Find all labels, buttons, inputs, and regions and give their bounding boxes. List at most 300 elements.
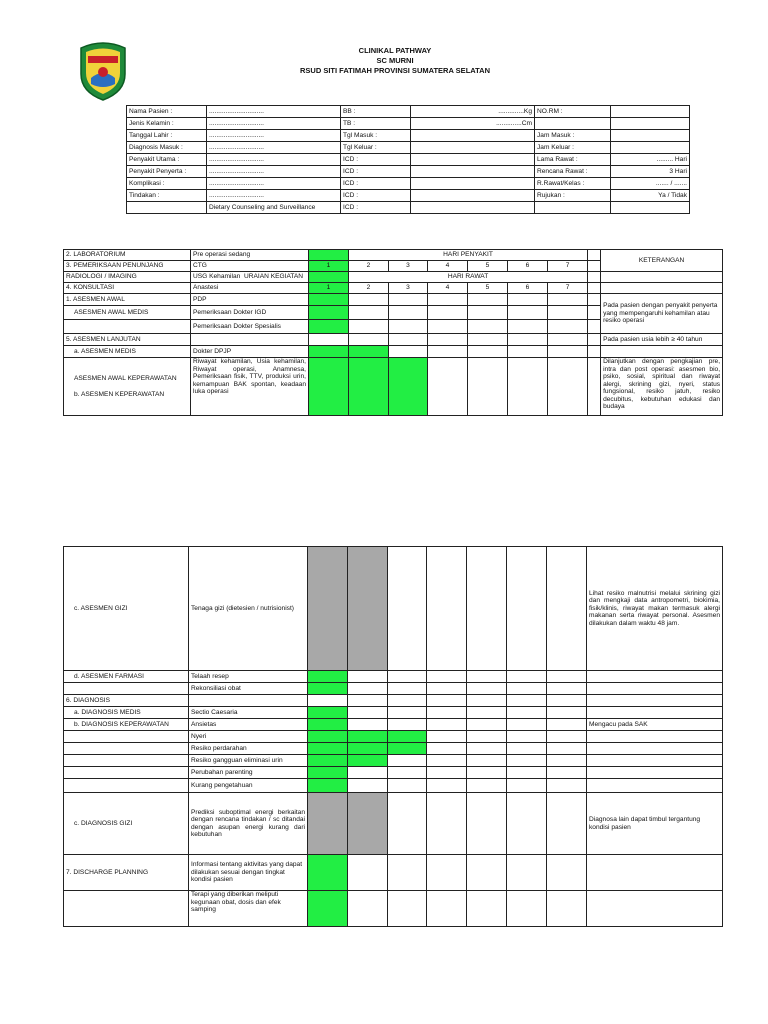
day-7b: 7 [548,283,588,294]
empty-cell [507,547,547,671]
prediksi-suboptimal: Prediksi suboptimal energi berkaitan dengan rencana tindakan / sc ditandai dengan asupan energi kurang dari kebutuhan [189,793,308,855]
empty-cell [588,334,601,346]
empty-cell [508,294,548,306]
identity-cell-l3: NO.RM : [535,106,611,118]
diagnosis-gizi: c. DIAGNOSIS GIZI [64,793,189,855]
empty-cell [427,707,467,719]
empty-cell [389,334,428,346]
green-day-cell [308,731,348,743]
empty-cell [428,320,468,334]
asesmen-keperawatan-label: b. ASESMEN KEPERAWATAN [74,390,165,398]
empty-cell [588,346,601,358]
dokter-dpjp: Dokter DPJP [191,346,309,358]
radiologi-label: RADIOLOGI / IMAGING [64,272,191,283]
identity-cell-v1[interactable]: .............................. [207,130,341,142]
empty-cell [427,547,467,671]
green-day-cell [389,358,428,416]
empty-cell [468,306,508,320]
empty-cell [587,855,723,891]
lab-value: Pre operasi sedang [191,250,309,261]
empty-cell [64,320,191,334]
green-day-cell [309,306,349,320]
header-line-3: RSUD SITI FATIMAH PROVINSI SUMATERA SELATAN [299,66,490,75]
empty-cell [427,767,467,779]
green-day-cell [309,294,349,306]
empty-cell [189,695,308,707]
empty-cell [64,743,189,755]
empty-cell [587,671,723,683]
resiko-perdarahan: Resiko perdarahan [189,743,308,755]
empty-cell [468,358,508,416]
identity-cell-v3[interactable]: ....... / ....... [611,178,690,190]
empty-cell [427,719,467,731]
empty-cell [64,755,189,767]
empty-cell [548,346,588,358]
green-day-cell [388,743,427,755]
green-day-cell [308,779,348,793]
diagnosa-lain: Diagnosa lain dapat timbul tergantung kondisi pasien [587,793,723,855]
header-line-2: SC MURNI [376,56,414,65]
identity-row [127,190,690,202]
empty-cell [507,731,547,743]
empty-cell [508,358,548,416]
empty-cell [388,719,427,731]
identity-cell-v2[interactable] [411,190,535,202]
identity-cell-l3: Jam Masuk : [535,130,611,142]
lab-label: 2. LABORATORIUM [64,250,191,261]
gray-day-cell [308,547,348,671]
identity-cell-l1: Penyakit Utama : [127,154,207,166]
asesmen-farmasi: d. ASESMEN FARMASI [64,671,189,683]
empty-cell [468,320,508,334]
day-7: 7 [548,261,588,272]
green-day-cell [308,855,348,891]
identity-cell-l3: Rencana Rawat : [535,166,611,178]
empty-cell [388,779,427,793]
penunjang-value: CTG [191,261,309,272]
empty-cell [427,743,467,755]
identity-cell-v3[interactable] [611,118,690,130]
identity-cell-v1[interactable]: .............................. [207,118,341,130]
empty-cell [601,272,723,283]
empty-cell [507,743,547,755]
asesmen-awal-medis: ASESMEN AWAL MEDIS [64,306,191,320]
empty-cell [348,855,388,891]
empty-cell [388,671,427,683]
identity-cell-l1: Tindakan : [127,190,207,202]
asesmen-lanjutan: 5. ASESMEN LANJUTAN [64,334,191,346]
identity-cell-l3 [535,202,611,214]
green-day-cell [308,743,348,755]
keterangan-header: KETERANGAN [601,250,723,272]
identity-cell-v1[interactable]: .............................. [207,178,341,190]
identity-cell-l1: Komplikasi : [127,178,207,190]
identity-cell-v2[interactable] [411,166,535,178]
empty-cell [191,334,309,346]
empty-cell [507,855,547,891]
identity-row [127,166,690,178]
identity-cell-l1: Nama Pasien : [127,106,207,118]
empty-cell [547,719,587,731]
radiologi-value: USG Kehamilan URAIAN KEGIATAN [191,272,309,283]
header-line-1: CLINIKAL PATHWAY [358,46,432,55]
identity-cell-l1: Penyakit Penyerta : [127,166,207,178]
day-2b: 2 [349,283,389,294]
empty-cell [467,891,507,927]
gray-day-cell [348,547,388,671]
empty-cell [587,707,723,719]
empty-cell [588,294,601,306]
green-day-cell [308,891,348,927]
empty-cell [588,306,601,320]
empty-cell [547,695,587,707]
identity-cell-v2[interactable]: ..............Cm [411,118,535,130]
identity-cell-l1: Tanggal Lahir : [127,130,207,142]
identity-cell-l2: Tgl Keluar : [341,142,411,154]
green-day-cell [348,743,388,755]
identity-cell-v2[interactable] [411,154,535,166]
empty-cell [507,719,547,731]
empty-cell [587,695,723,707]
empty-cell [507,767,547,779]
green-day-cell [309,358,349,416]
empty-cell [547,891,587,927]
kurang-pengetahuan: Kurang pengetahuan [189,779,308,793]
document-header [250,46,540,76]
empty-cell [507,683,547,695]
green-day-cell [309,320,349,334]
empty-cell [388,695,427,707]
rekonsiliasi-obat: Rekonsiliasi obat [189,683,308,695]
identity-cell-v1[interactable]: .............................. [207,154,341,166]
identity-cell-v2[interactable] [411,178,535,190]
pdp-label: PDP [191,294,309,306]
hari-penyakit-label: HARI PENYAKIT [349,250,588,261]
empty-cell [587,743,723,755]
empty-cell [547,731,587,743]
empty-cell [428,358,468,416]
empty-cell [547,547,587,671]
nyeri: Nyeri [189,731,308,743]
identity-cell-l3: R.Rawat/Kelas : [535,178,611,190]
identity-cell-l2: TB : [341,118,411,130]
green-day-cell [388,731,427,743]
asesmen-keperawatan [64,358,191,416]
identity-cell-v2[interactable] [411,130,535,142]
green-day-cell [349,358,389,416]
identity-cell-v1[interactable]: Dietary Counseling and Surveillance [207,202,341,214]
identity-cell-v3[interactable] [611,130,690,142]
empty-cell [64,891,189,927]
empty-cell [388,755,427,767]
identity-row [127,202,690,214]
empty-cell [587,891,723,927]
keterangan-gizi: Lihat resiko malnutrisi melalui skrining gizi dan mengkaji data antropometri, biokimia, fisik/klinis, riwayat makan termasuk alergi makanan serta riwayat personal. Asesmen dilakukan dalam waktu 48 jam. [587,547,723,671]
identity-cell-v2[interactable] [411,142,535,154]
empty-cell [428,334,468,346]
pemeriksaan-igd: Pemeriksaan Dokter IGD [191,306,309,320]
empty-cell [548,334,588,346]
empty-cell [388,547,427,671]
empty-cell [427,855,467,891]
empty-cell [548,358,588,416]
empty-cell [389,346,428,358]
empty-cell [467,767,507,779]
empty-cell [547,793,587,855]
hospital-crest-logo [77,40,129,102]
pathway-table-bottom [63,546,723,927]
empty-cell [467,719,507,731]
empty-cell [601,346,723,358]
green-day-cell [309,250,349,261]
empty-cell [467,793,507,855]
empty-cell [427,731,467,743]
empty-cell [468,334,508,346]
identity-cell-l2: ICD : [341,190,411,202]
empty-cell [507,755,547,767]
identity-row [127,130,690,142]
empty-cell [587,755,723,767]
diagnosis-keperawatan: b. DIAGNOSIS KEPERAWATAN [64,719,189,731]
asesmen-gizi: c. ASESMEN GIZI [64,547,189,671]
identity-cell-l1: Diagnosis Masuk : [127,142,207,154]
empty-cell [587,731,723,743]
empty-cell [388,855,427,891]
empty-cell [508,334,548,346]
identity-cell-l3: Lama Rawat : [535,154,611,166]
empty-cell [349,306,389,320]
gray-day-cell [308,793,348,855]
identity-cell-v1[interactable]: .............................. [207,142,341,154]
identity-cell-v3[interactable]: Ya / Tidak [611,190,690,202]
day-3b: 3 [389,283,428,294]
empty-cell [601,283,723,294]
empty-cell [547,707,587,719]
empty-cell [348,767,388,779]
green-day-cell [308,671,348,683]
identity-cell-v3[interactable]: ......... Hari [611,154,690,166]
konsultasi-label: 4. KONSULTASI [64,283,191,294]
empty-cell [468,294,508,306]
green-day-cell [349,346,389,358]
empty-cell [547,767,587,779]
empty-cell [467,855,507,891]
identity-row [127,154,690,166]
green-day-cell [308,767,348,779]
empty-cell [64,683,189,695]
keterangan-usia: Pada pasien usia lebih ≥ 40 tahun [601,334,723,346]
empty-cell [389,306,428,320]
empty-cell [547,779,587,793]
empty-cell [507,707,547,719]
empty-cell [548,294,588,306]
empty-cell [388,707,427,719]
empty-cell [348,683,388,695]
patient-identity-table [126,105,690,214]
identity-cell-l2: ICD : [341,166,411,178]
empty-cell [507,793,547,855]
empty-cell [388,683,427,695]
identity-cell-v3[interactable] [611,202,690,214]
pathway-table-top [63,249,723,416]
empty-cell [548,320,588,334]
empty-cell [348,779,388,793]
identity-cell-v1[interactable]: .............................. [207,190,341,202]
empty-cell [587,779,723,793]
day-3: 3 [389,261,428,272]
empty-cell [468,346,508,358]
empty-cell [587,683,723,695]
empty-cell [588,250,601,261]
empty-cell [548,306,588,320]
identity-cell-v3[interactable] [611,106,690,118]
green-day-cell [348,755,388,767]
empty-cell [308,695,348,707]
empty-cell [428,346,468,358]
asesmen-awal-keperawatan: ASESMEN AWAL KEPERAWATAN [74,375,177,382]
empty-cell [64,767,189,779]
empty-cell [64,779,189,793]
empty-cell [467,779,507,793]
day-2: 2 [349,261,389,272]
identity-row [127,106,690,118]
empty-cell [467,707,507,719]
green-day-cell [308,683,348,695]
uraian-kegiatan-label: URAIAN KEGIATAN [243,273,304,281]
empty-cell [427,683,467,695]
empty-cell [507,891,547,927]
side-note-penyerta: Pada pasien dengan penyakit penyerta yang mempengaruhi kehamilan atau resiko operasi [601,294,723,334]
informasi-aktivitas: Informasi tentang aktivitas yang dapat dilakukan sesuai dengan tingkat kondisi pasien [189,855,308,891]
identity-cell-l3: Jam Keluar : [535,142,611,154]
empty-cell [348,671,388,683]
empty-cell [388,891,427,927]
mengacu-sak: Mengacu pada SAK [587,719,723,731]
empty-cell [508,306,548,320]
empty-cell [428,294,468,306]
empty-cell [349,334,389,346]
konsultasi-value: Anastesi [191,283,309,294]
green-day-cell [348,731,388,743]
day-4b: 4 [428,283,468,294]
diagnosis-medis: a. DIAGNOSIS MEDIS [64,707,189,719]
identity-cell-v1[interactable]: .............................. [207,106,341,118]
identity-cell-v3[interactable]: 3 Hari [611,166,690,178]
asesmen-medis: a. ASESMEN MEDIS [64,346,191,358]
empty-cell [507,695,547,707]
day-5b: 5 [468,283,508,294]
empty-cell [547,755,587,767]
identity-cell-v3[interactable] [611,142,690,154]
green-day-cell [308,707,348,719]
day-5: 5 [468,261,508,272]
identity-cell-l2: ICD : [341,154,411,166]
empty-cell [547,671,587,683]
empty-cell [349,294,389,306]
gray-day-cell [348,793,388,855]
day-1: 1 [309,261,349,272]
empty-cell [467,755,507,767]
day-4: 4 [428,261,468,272]
empty-cell [348,719,388,731]
empty-cell [587,767,723,779]
penunjang-label: 3. PEMERIKSAAN PENUNJANG [64,261,191,272]
empty-cell [547,683,587,695]
empty-cell [388,767,427,779]
identity-row [127,142,690,154]
identity-cell-l2: ICD : [341,202,411,214]
asesmen-awal-label: 1. ASESMEN AWAL [64,294,191,306]
identity-cell-l2: Tgl Masuk : [341,130,411,142]
riwayat-kehamilan: Riwayat kehamilan, Usia kehamilan, Riwayat operasi, Anamnesa, Pemeriksaan fisik, TTV, produksi urin, kemampuan BAK spontan, keadaan luka operasi [191,358,309,416]
identity-cell-v1[interactable]: .............................. [207,166,341,178]
empty-cell [507,671,547,683]
resiko-eliminasi-urin: Resiko gangguan eliminasi urin [189,755,308,767]
empty-cell [467,695,507,707]
empty-cell [427,779,467,793]
empty-cell [389,320,428,334]
ansietas: Ansietas [189,719,308,731]
empty-cell [348,891,388,927]
empty-cell [588,320,601,334]
perubahan-parenting: Perubahan parenting [189,767,308,779]
day-6: 6 [508,261,548,272]
empty-cell [508,320,548,334]
identity-cell-l2: ICD : [341,178,411,190]
sectio-caesaria: Sectio Caesaria [189,707,308,719]
empty-cell [427,793,467,855]
empty-cell [467,547,507,671]
empty-cell [547,743,587,755]
identity-cell-l1 [127,202,207,214]
terapi-diberikan: Terapi yang diberikan meliputi kegunaan obat, dosis dan efek samping [189,891,308,927]
empty-cell [348,695,388,707]
empty-cell [507,779,547,793]
identity-cell-l1: Jenis Kelamin : [127,118,207,130]
pemeriksaan-spesialis: Pemeriksaan Dokter Spesialis [191,320,309,334]
identity-cell-l3: Rujukan : [535,190,611,202]
empty-cell [428,306,468,320]
empty-cell [388,793,427,855]
empty-cell [427,755,467,767]
identity-cell-v2[interactable] [411,202,535,214]
empty-cell [349,320,389,334]
empty-cell [588,283,601,294]
empty-cell [348,707,388,719]
empty-cell [467,671,507,683]
empty-cell [508,346,548,358]
empty-cell [588,358,601,416]
empty-cell [588,272,601,283]
keterangan-lanjut: Dilanjutkan dengan pengkajian pre, intra dan post operasi: asesmen bio, psiko, sosial, spiritual dan riwayat alergi, skrining gizi, nyeri, status fungsional, resiko jatuh, resiko decubitus, kebutuhan edukasi dan budaya [601,358,723,416]
empty-cell [467,683,507,695]
empty-cell [467,731,507,743]
day-6b: 6 [508,283,548,294]
empty-cell [64,731,189,743]
identity-row [127,178,690,190]
day-1b: 1 [309,283,349,294]
hari-rawat-label: HARI RAWAT [349,272,588,283]
empty-cell [427,671,467,683]
green-day-cell [308,755,348,767]
identity-cell-v2[interactable]: ..............Kg [411,106,535,118]
empty-cell [309,334,349,346]
empty-cell [427,891,467,927]
identity-cell-l2: BB : [341,106,411,118]
green-day-cell [309,272,349,283]
green-day-cell [308,719,348,731]
discharge-planning: 7. DISCHARGE PLANNING [64,855,189,891]
